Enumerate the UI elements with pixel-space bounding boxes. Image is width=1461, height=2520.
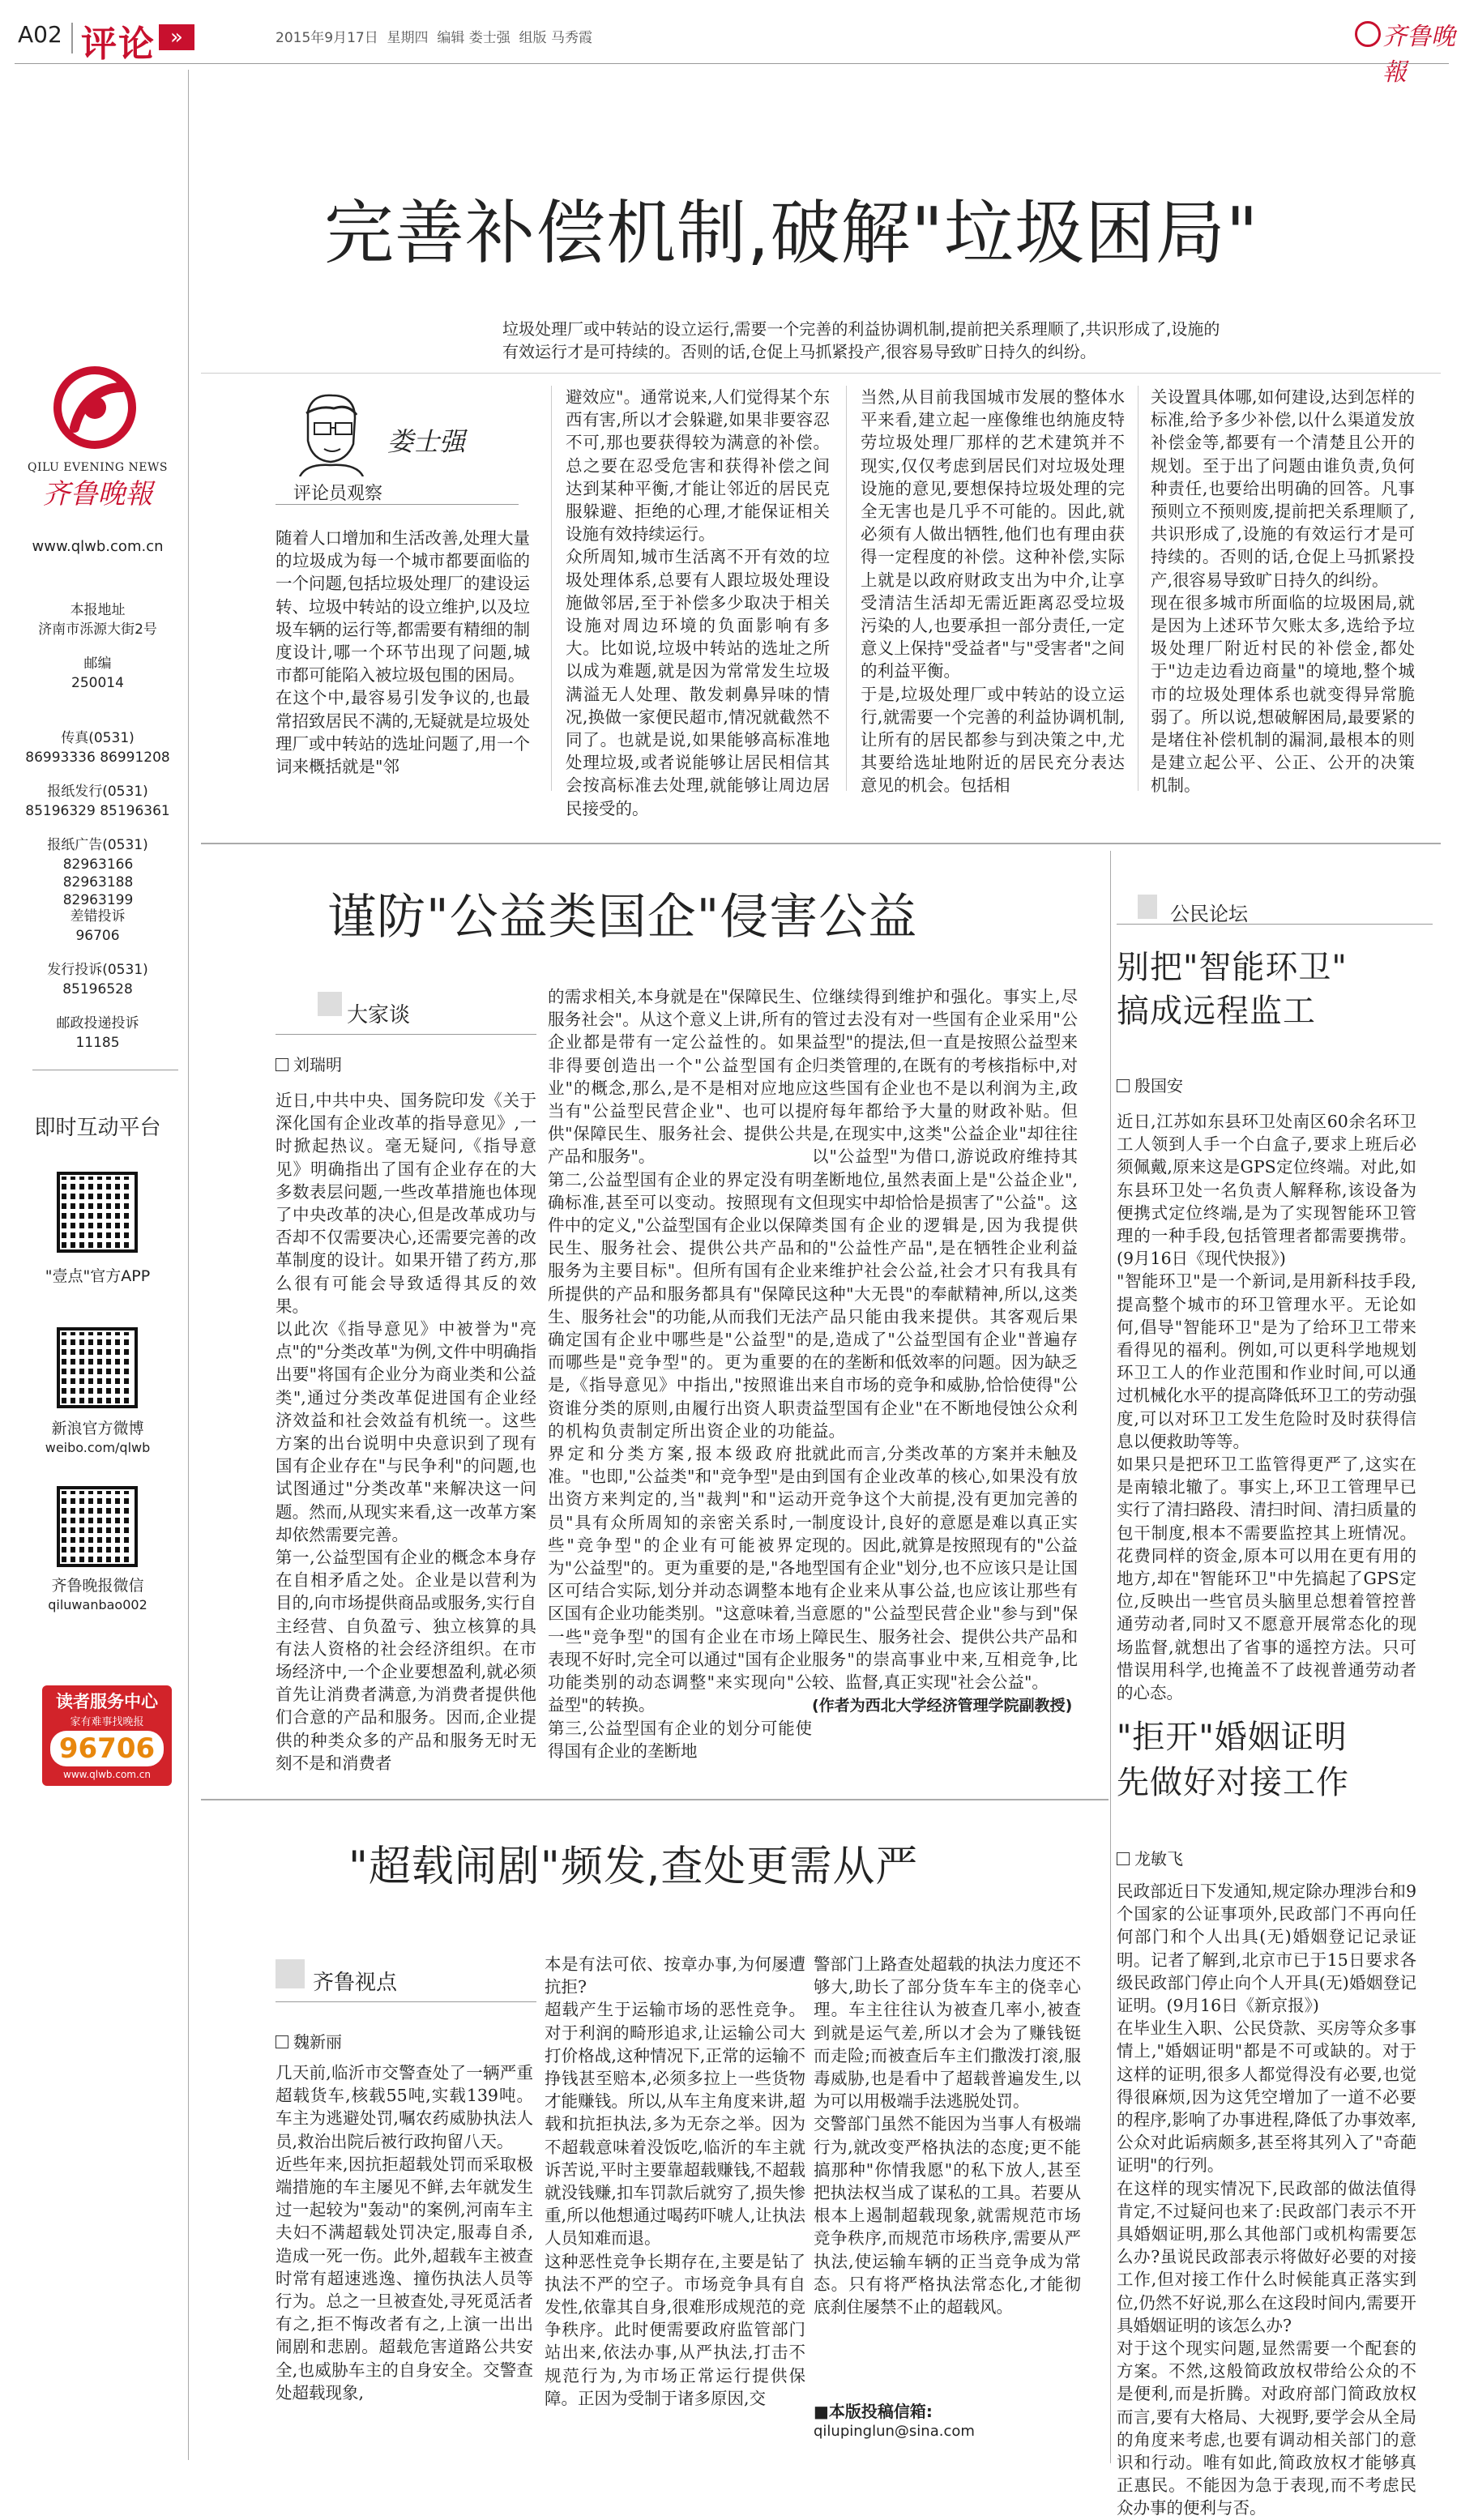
article2-col1: 近日,中共中央、国务院印发《关于深化国有企业改革的指导意见》,一时掀起热议。毫无疑问,《指导意见》明确指出了国有企业存在的大多数表层问题,一些改革措施也体现了中央改革的决心,但是改革成功与否却不仅需要决心,还需要完善的改革制度的设计。如果开错了药方,那么很有可能会导致适得其反的效果。 以此次《指导意见》中被誉为"亮点"的"分类改革"为例,文件中明确指出要"将国有企业分为商业类和公益类",通过分类改革促进国有企业经济效益和社会效益有机统一。这些方案的出台说明中央意识到了现有国有企业存在"与民争利"的问题,也试图通过"分类改革"来解决这一问题。然而,从现实来看,这一改革方案却依然需要完善。 第一,公益型国有企业的概念本身存在自相矛盾之处。企业是以营利为目的,向市场提供商品或服务,实行自主经营、自负盈亏、独立核算的具有法人资格的社会经济组织。在市场经济中,一个企业要想盈利,就必须首先让消费者满意,为消费者提供他们合意的产品和服务。因而,企业提供的种类众多的产品和服务无时无刻不是和消费者 [276, 1091, 536, 1773]
distribution-label: 报纸发行(0531) [47, 784, 148, 800]
qr-wechat-label: 齐鲁晚报微信 [51, 1577, 144, 1595]
post-value: 11185 [75, 1035, 120, 1051]
article3-col1: 几天前,临沂市交警查处了一辆严重超载货车,核载55吨,实载139吨。车主为逃避处罚,嘱农药威胁执法人员,救治出院后被行政拘留八天。 近些年来,因抗拒超载处罚而采取极端措施的车主屡见不鲜,去年就发生过一起较为"轰动"的案例,河南车主夫妇不满超载处罚决定,服毒自杀,造成一死一伤。此外,超载车主被查时常有超速逃逸、撞伤执法人员等行为。总之一旦被查处,寻死觅活者有之,拒不悔改者有之,上演一出出闹剧和悲剧。超载危害道路公共安全,也威胁车主的自身安全。交警查处超载现象, [276, 2063, 533, 2403]
qr-weibo-url: weibo.com/qlwb [45, 1440, 151, 1455]
qr-code-weibo[interactable] [57, 1327, 138, 1408]
sidebar-divider [188, 70, 189, 2460]
forum-item2-title-line1: "拒开"婚姻证明 [1117, 1719, 1348, 1756]
service-center-badge[interactable] [42, 1685, 172, 1786]
article2-author: 刘瑞明 [276, 1052, 342, 1075]
article1-lead: 垃圾处理厂或中转站的设立运行,需要一个完善的利益协调机制,提前把关系理顺了,共识形成了,设施的有效运行才是可持续的。否则的话,仓促上马抓紧投产,很容易导致旷日持久的纠纷。 [502, 319, 1220, 361]
forum-tag: 公民论坛 [1170, 903, 1248, 925]
address-value: 济南市泺源大街2号 [38, 621, 157, 638]
ads-label: 报纸广告(0531) [47, 837, 148, 853]
forum-item2-title-line2: 先做好对接工作 [1117, 1764, 1349, 1801]
masthead-title: 齐鲁晚報 [1382, 23, 1455, 87]
forum-divider [1110, 851, 1111, 2463]
article3-tag-rule [276, 2001, 536, 2002]
article3-col2: 本是有法可依、按章办事,为何屡遭抗拒? 超载产生于运输市场的恶性竞争。对于利润的畸形追求,让运输公司大打价格战,这种情况下,正常的运输不挣钱甚至赔本,必须多拉上一些货物才能赚钱。所以,从车主角度来讲,超载和抗拒执法,多为无奈之举。因为不超载意味着没饭吃,临沂的车主就诉苦说,平时主要靠超载赚钱,不超载就没钱赚,扣车罚款后就穷了,损失惨重,所以他想通过喝药吓唬人,让执法人员知难而退。 这种恶性竞争长期存在,主要是钻了执法不严的空子。市场竞争具有自发性,依靠其自身,很难形成规范的竞争秩序。此时便需要政府监管部门站出来,依法办事,从严执法,打击不规范行为,为市场正常运行提供保障。正因为受制于诸多原因,交 [545, 1954, 805, 2408]
complaint-value: 96706 [75, 928, 120, 944]
article1-col2: 避效应"。通常说来,人们觉得某个东西有害,所以才会躲避,如果非要容忍不可,那也要获得较为满意的补偿。总之要在忍受危害和获得补偿之间达到某种平衡,才能让邻近的居民克服躲避、拒绝的心理,才能保证相关设施有效持续运行。 众所周知,城市生活离不开有效的垃圾处理体系,总要有人跟垃圾处理设施做邻居,至于补偿多少取决于相关设施对周边环境的负面影响有多大。比如说,垃圾中转站的选址之所以成为难题,就是因为常常发生垃圾满溢无人处理、散发刺鼻异味的情况,换做一家便民超市,情况就截然不同了。也就是说,如果能够高标准地处理垃圾,或者说能够让居民相信其会按高标准去处理,就能够让周边居民接受的。 [566, 387, 830, 818]
article2-tag-mark [318, 992, 342, 1016]
section-title: 评论 [81, 23, 156, 65]
article2-tag: 大家谈 [347, 1003, 411, 1027]
article2-title: 谨防"公益类国企"侵害公益 [327, 889, 918, 946]
article3-tag: 齐鲁视点 [313, 1971, 398, 1995]
qr-code-wechat[interactable] [57, 1486, 138, 1567]
article3-title: "超载闹剧"频发,查处更需从严 [348, 1843, 919, 1891]
service-number: 96706 [50, 1731, 164, 1766]
fax-label: 传真(0531) [61, 730, 135, 746]
service-title: 读者服务中心 [56, 1692, 158, 1711]
address-label: 本报地址 [70, 602, 126, 618]
qr-wechat-id: qiluwanbao002 [48, 1597, 147, 1612]
contact-label: ■本版投稿信箱: [814, 2402, 933, 2421]
forum-tag-mark [1138, 895, 1157, 919]
sidebar-logo [50, 363, 139, 452]
fax-value: 86993336 86991208 [25, 750, 170, 766]
forum-item1-author: 殷国安 [1117, 1073, 1183, 1096]
complaint-label: 差错投诉 [70, 908, 126, 925]
article1-bottom-rule [201, 843, 1441, 844]
qr-app-label: "壹点"官方APP [45, 1267, 151, 1285]
masthead-logo [1355, 21, 1381, 47]
distribution-value: 85196329 85196361 [25, 803, 170, 819]
post-label: 邮政投递投诉 [56, 1015, 139, 1031]
sidebar-paper-cn: 齐鲁晚報 [42, 478, 153, 510]
article2-tag-rule [276, 1034, 536, 1035]
forum-tag-rule [1117, 924, 1433, 925]
article1-divider-1 [551, 386, 552, 791]
ads-value: 82963166 82963188 82963199 [62, 856, 134, 908]
circulation-label: 发行投诉(0531) [47, 962, 148, 978]
contact-email[interactable]: qilupinglun@sina.com [814, 2423, 975, 2440]
sidebar-site: www.qlwb.com.cn [32, 538, 164, 555]
forum-item1-title-line2: 搞成远程监工 [1117, 993, 1316, 1030]
section-arrow-icon: » [159, 24, 194, 50]
page-meta: 2015年9月17日 星期四 编辑 娄士强 组版 马秀霞 [276, 30, 592, 46]
qr-code-app[interactable] [57, 1172, 138, 1253]
section-divider [71, 23, 73, 53]
article3-author: 魏新丽 [276, 2029, 342, 2052]
article2-bottom-rule [201, 1799, 1109, 1800]
postcode-value: 250014 [71, 675, 124, 691]
article1-col4: 关设置具体哪,如何建设,达到怎样的标准,给予多少补偿,以什么渠道发放补偿金等,都要有一个清楚且公开的规划。至于出了问题由谁负责,负何种责任,也要给出明确的回答。凡事预则立不预则废,提前把关系理顺了,共识形成了,设施的有效运行才是可持续的。否则的话,仓促上马抓紧投产,很容易导致旷日持久的纠纷。 现在很多城市所面临的垃圾困局,就是因为上述环节欠账太多,选给予垃圾处理厂附近村民的补偿金,都处于"边走边看边商量"的境地,整个城市的垃圾处理体系也就变得异常脆弱了。所以说,想破解困局,最要紧的是堵住补偿机制的漏洞,最根本的则是建立起公平、公正、公开的决策机制。 [1151, 387, 1415, 796]
sidebar-paper-en: QILU EVENING NEWS [28, 461, 168, 474]
article2-author-bio: (作者为西北大学经济管理学院副教授) [812, 1697, 1073, 1715]
article3-tag-mark [276, 1959, 305, 1988]
forum-item1-body: 近日,江苏如东县环卫处南区60余名环卫工人领到人手一个白盒子,要求上班后必须佩戴,原来这是GPS定位终端。对此,如东县环卫处一名负责人解释称,该设备为便携式定位终端,是为了实现智能环卫管理的一种手段,包括管理者都需要携带。(9月16日《现代快报》) "智能环卫"是一个新词,是用新科技手段,提高整个城市的环卫管理水平。无论如何,倡导"智能环卫"是为了给环卫工带来看得见的福利。例如,可以更科学地规划环卫工人的作业范围和作业时间,可以通过机械化水平的提高降低环卫工的劳动强度,可以对环卫工发生危险时及时获得信息以便救助等等。 如果只是把环卫工监管得更严了,这实在是南辕北辙了。事实上,环卫工管理早已实行了清扫路段、清扫时间、清扫质量的包干制度,根本不需要监控其上班情况。花费同样的资金,原本可以用在更有用的地方,却在"智能环卫"中先搞起了GPS定位,反映出一些官员头脑里总想着管控普通劳动者,同时又不愿意开展常态化的现场监督,就想出了省事的遥控方法。只可惜误用科学,也掩盖不了歧视普通劳动者的心态。 [1117, 1112, 1416, 1703]
page-number: A02 [18, 21, 62, 48]
circulation-value: 85196528 [62, 981, 133, 997]
header-rule [15, 63, 1449, 64]
article1-title: 完善补偿机制,破解"垃圾困局" [324, 193, 1259, 274]
article1-col1: 随着人口增加和生活改善,处理大量的垃圾成为每一个城市都要面临的一个问题,包括垃圾处理厂的建设运转、垃圾中转站的设立维护,以及垃圾车辆的运行等,都需要有精细的制度设计,哪一个环节出现了问题,城市都可能陷入被垃圾包围的困局。 在这个中,最容易引发争议的,也最常招致居民不满的,无疑就是垃圾处理厂或中转站的选址问题了,用一个词来概括就是"邻 [276, 528, 531, 777]
article1-col3: 当然,从目前我国城市发展的整体水平来看,建立起一座像维也纳施皮特劳垃圾处理厂那样的艺术建筑并不现实,仅仅考虑到居民们对垃圾处理设施的意见,要想保持垃圾处理的完全无害也是几乎不可能的。因此,就必须有人做出牺牲,他们也有理由获得一定程度的补偿。这种补偿,实际上就是以政府财政支出为中介,让享受清洁生活却无需近距离忍受垃圾污染的人,也要承担一部分责任,一定意义上保持"受益者"与"受害者"之间的利益平衡。 于是,垃圾处理厂或中转站的设立运行,就需要一个完善的利益协调机制,让所有的居民都参与到决策之中,尤其要给选址地附近的居民充分表达意见的机会。包括相 [861, 387, 1125, 796]
forum-item1-title-line1: 别把"智能环卫" [1117, 949, 1348, 986]
column-tag-rule [276, 504, 519, 505]
platform-title: 即时互动平台 [34, 1116, 161, 1140]
article1-divider-2 [846, 386, 847, 791]
article3-col3: 警部门上路查处超载的执法力度还不够大,助长了部分货车车主的侥幸心理。车主往往认为被查几率小,被查到就是运气差,所以才会为了赚钱铤而走险;而被查后车主们撒泼打滚,服毒威胁,也是看中了超载普遍发生,以为可以用极端手法逃脱处罚。 交警部门虽然不能因为当事人有极端行为,就改变严格执法的态度;更不能搞那种"你情我愿"的私下放人,甚至把执法权当成了谋私的工具。若要从根本上遏制超载现象,就需规范市场竞争秩序,而规范市场秩序,需要从严执法,使运输车辆的正当竞争成为常态。只有将严格执法常态化,才能彻底刹住屡禁不止的超载风。 [814, 1954, 1081, 2317]
column-tag-observer: 评论员观察 [293, 484, 383, 504]
qr-weibo-label: 新浪官方微博 [51, 1420, 144, 1437]
columnist-portrait [276, 387, 381, 476]
service-url: www.qlwb.com.cn [63, 1769, 151, 1780]
article2-col2: 的需求相关,本身就是在"保障民生、服务社会"。从这个意义上讲,所有的企业都是带有一定公益性的。如果非得要创造出一个"公益型国有企业"的概念,那么,是不是相对应地应当有"公益型民营企业"、也可以提供"保障民生、服务社会、提供公共产品和服务"。 第二,公益型国有企业的界定没有明确标准,甚至可以变动。按照现有文件中的定义,"公益型国有企业以保障民生、服务社会、提供公共产品和服务为主要目标"。但所有国有企业所提供的产品和服务都具有"保障民生、服务社会"的功能,从而我们无法确定国有企业中哪些是"公益型"的而哪些是"竞争型"的。更为重要的是,《指导意见》中指出,"按照谁出资谁分类的原则,由履行出资人职责的机构负责制定所出资企业的功能界定和分类方案,报本级政府批准。"也即,"公益类"和"竞争型"是由出资方来判定的,当"裁判"和"运动员"具有众所周知的亲密关系时,一些"竞争型"的企业有可能被界定为"公益型"的。更为重要的是,"各地区可结合实际,划分并动态调整本地区国有企业功能类别。"这意味着,当一些"竞争型"的国有企业在市场上表现不好时,完全可以通过"国有企业功能类别的动态调整"来实现向"公益型"的转换。 第三,公益型国有企业的划分可能使得国有企业的垄断地 [548, 987, 812, 1761]
forum-item2-author: 龙敏飞 [1117, 1846, 1183, 1869]
postcode-label: 邮编 [83, 656, 112, 672]
article2-col3: 位继续得到维护和强化。事实上,尽管过去没有对一些国有企业采用"公益型"的提法,但一直是按照公益型来归类管理的,在既有的考核指标中,对这些国有企业也不是以利润为主,政府每年都给予大量的财政补贴。但是,在现实中,这类"公益企业"却往往以"公益型"为借口,游说政府维持其垄断地位,虽然表面上是"公益企业",但现实中却恰恰是损害了"公益"。这类国有企业的逻辑是,因为我提供的"公益性产品",是在牺牲企业利益来维护社会公益,社会才只有我具有这种"大无畏"的奉献精神,所以,这类产品只能由我来提供。其客观后果是,造成了"公益型国有企业"普遍存在的垄断和低效率的问题。因为缺乏来自市场的竞争和威胁,恰恰使得"公益型国有企业"在不断地侵蚀公众利益。 就此而言,分类改革的方案并未触及到国有企业改革的核心,如果没有放开竞争这个大前提,没有更加完善的制度设计,良好的意愿是难以真正实现的。因此,就算是按照现有的"公益型国有企业"划分,也不应该只是让国有企业来从事公益,也应该让那些有意愿的"公益型民营企业"参与到"保障民生、服务社会、提供公共产品和服务"的崇高事业中来,互相竞争,比较、监督,真正实现"社会公益"。 [812, 987, 1078, 1693]
service-sub: 家有难事找晚报 [70, 1716, 144, 1728]
article1-lead-rule [201, 373, 1441, 374]
columnist-signature: 娄士强 [387, 426, 466, 457]
forum-item2-body: 民政部近日下发通知,规定除办理涉台和9个国家的公证事项外,民政部门不再向任何部门和个人出具(无)婚姻登记记录证明。记者了解到,北京市已于15日要求各级民政部门停止向个人开具(无)婚姻登记证明。(9月16日《新京报》) 在毕业生入职、公民贷款、买房等众多事情上,"婚姻证明"都是不可或缺的。对于这样的证明,很多人都觉得没有必要,也觉得很麻烦,因为这凭空增加了一道不必要的程序,影响了办事进程,降低了办事效率,公众对此诟病颇多,甚至将其列入了"奇葩证明"的行列。 在这样的现实情况下,民政部的做法值得肯定,不过疑问也来了:民政部门表示不开具婚姻证明,那么其他部门或机构需要怎么办?虽说民政部表示将做好必要的对接工作,但对接工作什么时候能真正落实到位,仍然不好说,那么在这段时间内,需要开具婚姻证明的该怎么办? 对于这个现实问题,显然需要一个配套的方案。不然,这般简政放权带给公众的不是便利,而是折腾。对政府部门简政放权而言,要有大格局、大视野,要学会从全局的角度来考虑,也要有调动相关部门的意识和行动。唯有如此,简政放权才能够真正惠民。不能因为急于表现,而不考虑民众办事的便利与否。 [1117, 1881, 1416, 2518]
